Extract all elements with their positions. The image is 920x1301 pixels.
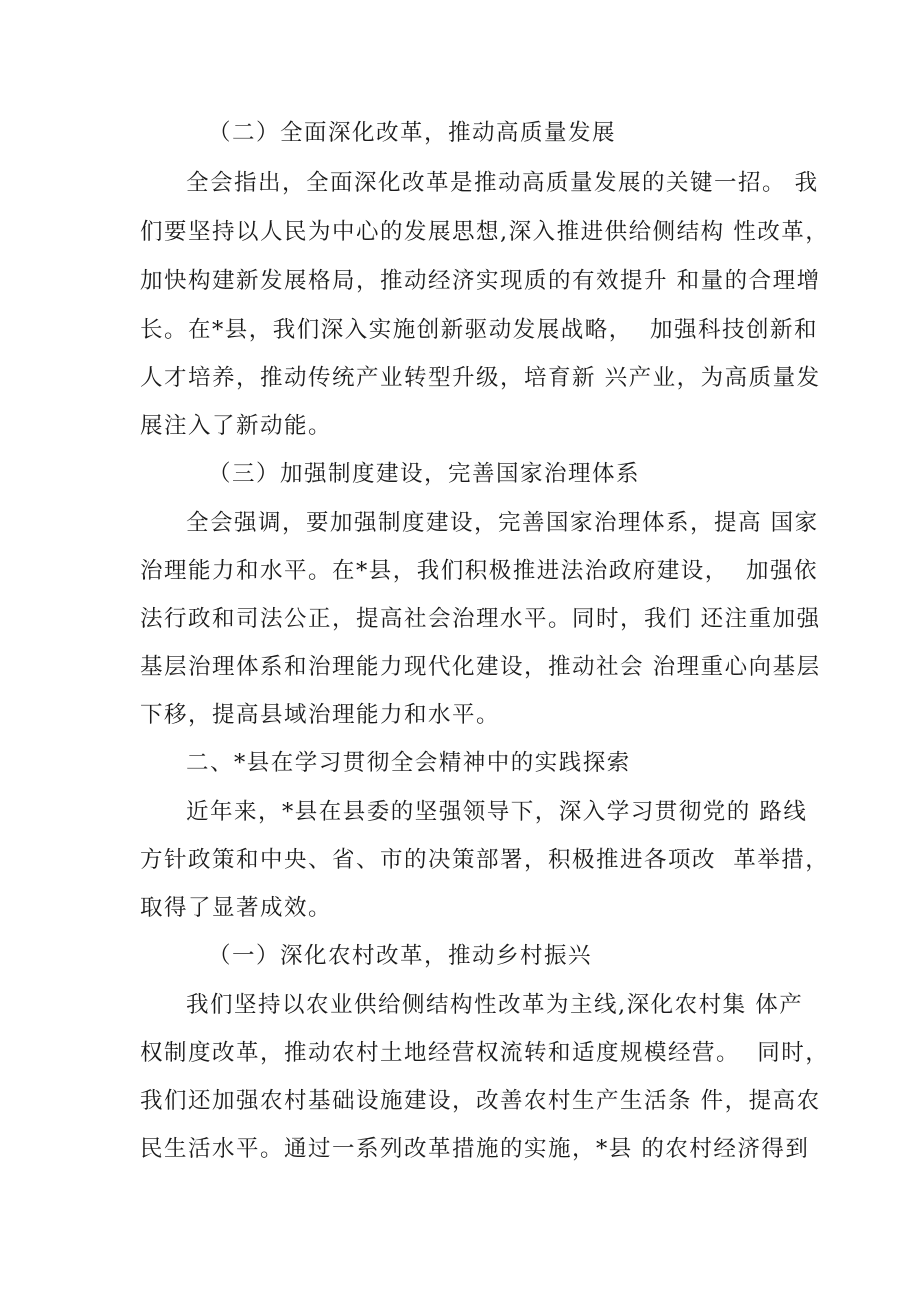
paragraph-line: 人才培养，推动传统产业转型升级，培育新 兴产业，为高质量发 — [140, 365, 821, 391]
paragraph-line: 加快构建新发展格局，推动经济实现质的有效提升 和量的合理增 — [140, 268, 821, 294]
paragraph-line: 下移，提高县域治理能力和水平。 — [140, 702, 501, 728]
paragraph-line: 权制度改革，推动农村土地经营权流转和适度规模经营。 同时， — [140, 1040, 830, 1066]
paragraph-line: 取得了显著成效。 — [140, 895, 333, 921]
paragraph-line: 方针政策和中央、省、市的决策部署，积极推进各项改 革举措， — [140, 847, 830, 873]
paragraph-line: 民生活水平。通过一系列改革措施的实施，*县 的农村经济得到 — [140, 1136, 810, 1162]
paragraph-line: 我们还加强农村基础设施建设，改善农村生产生活条 件，提高农 — [140, 1088, 821, 1114]
section-heading-2: （二）全面深化改革，推动高质量发展 — [208, 120, 617, 146]
paragraph-line: 近年来，*县在县委的坚强领导下，深入学习贯彻党的 路线 — [186, 799, 808, 825]
chapter-heading: 二、*县在学习贯彻全会精神中的实践探索 — [186, 750, 631, 776]
paragraph-line: 们要坚持以人民为中心的发展思想,深入推进供给侧结构 性改革， — [140, 219, 830, 245]
paragraph-line: 基层治理体系和治理能力现代化建设，推动社会 治理重心向基层 — [140, 654, 821, 680]
paragraph-line: 长。在*县，我们深入实施创新驱动发展战略， 加强科技创新和 — [140, 317, 819, 343]
paragraph-line: 治理能力和水平。在*县，我们积极推进法治政府建设， 加强依 — [140, 558, 819, 584]
paragraph-line: 我们坚持以农业供给侧结构性改革为主线,深化农村集 体产 — [186, 992, 804, 1018]
section-heading-1: （一）深化农村改革，推动乡村振兴 — [208, 943, 593, 969]
paragraph-line: 全会强调，要加强制度建设，完善国家治理体系，提高 国家 — [186, 510, 819, 536]
paragraph-line: 法行政和司法公正，提高社会治理水平。同时，我们 还注重加强 — [140, 606, 821, 632]
section-heading-3: （三）加强制度建设，完善国家治理体系 — [208, 461, 641, 487]
paragraph-line: 展注入了新动能。 — [140, 413, 333, 439]
paragraph-line: 全会指出，全面深化改革是推动高质量发展的关键一招。 我 — [186, 170, 819, 196]
